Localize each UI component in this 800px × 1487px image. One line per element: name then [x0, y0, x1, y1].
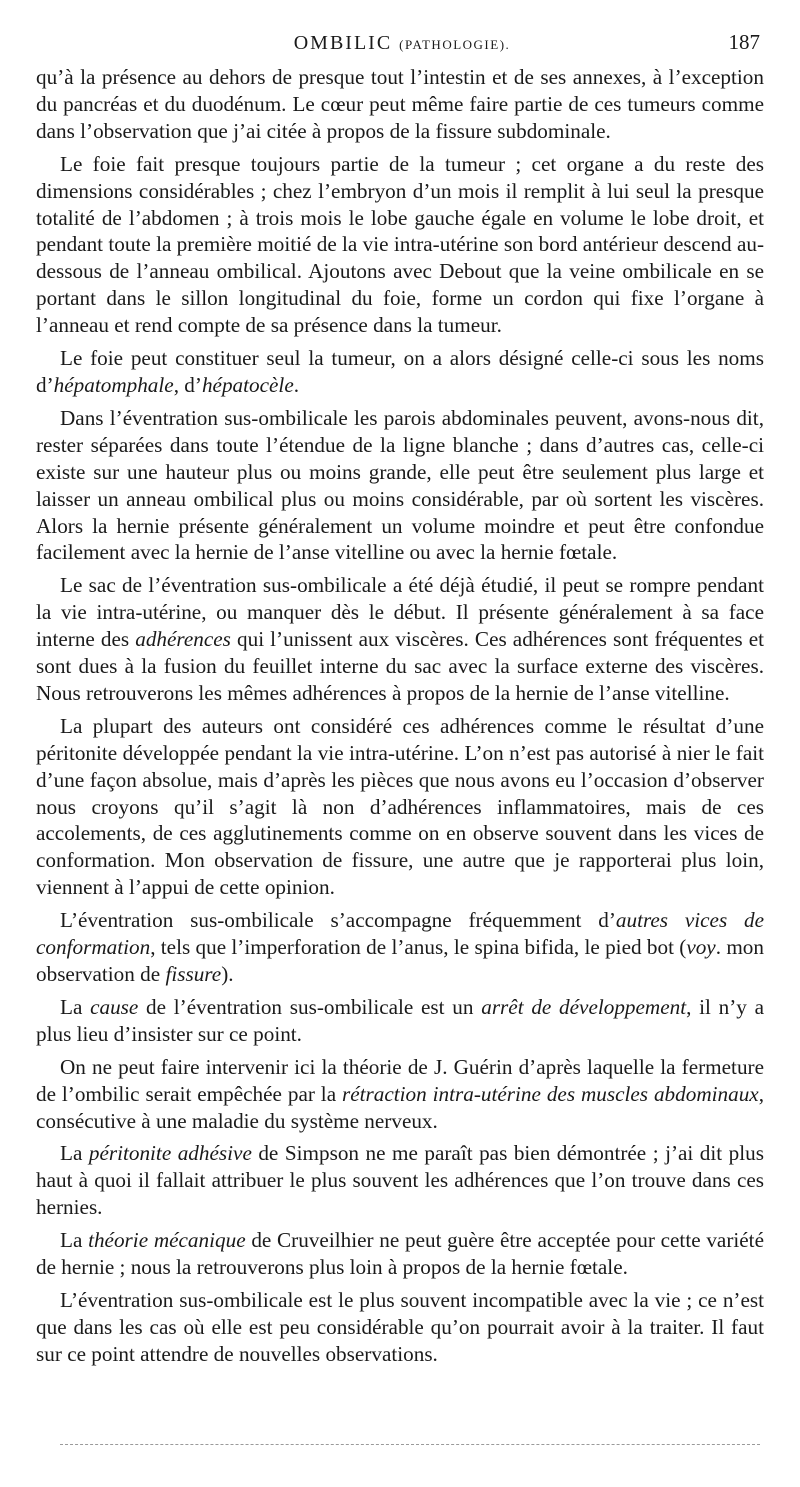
- footer-rule: [60, 1444, 760, 1445]
- italic-term: hépatomphale: [53, 372, 174, 397]
- text-run: , d’: [173, 372, 202, 397]
- paragraph-1: qu’à la présence au dehors de presque tout l’intestin et de ses annexes, à l’exception du pancréas et du duodénum. Le cœur peut même faire partie de ces tumeurs comme dans l’observation que j’ai citée à propos de la fissure subdominale.: [36, 65, 764, 143]
- italic-term: autres vices de conformation: [36, 908, 764, 960]
- italic-term: rétraction intra-utérine des muscles abdominaux: [342, 1081, 759, 1106]
- page-number: 187: [728, 30, 760, 54]
- paragraph-9: [36, 1054, 764, 1135]
- running-title-main: OMBILIC: [293, 32, 393, 54]
- text-run: La: [60, 1141, 89, 1166]
- italic-term: hépatocèle: [201, 372, 294, 397]
- paragraph-3: [36, 345, 764, 399]
- italic-term: voy: [686, 935, 716, 960]
- italic-term: péritonite adhésive: [88, 1141, 252, 1166]
- italic-term: fissure: [165, 962, 222, 986]
- running-title-subtitle: (PATHOLOGIE).: [399, 37, 511, 52]
- text-run: . mon observation de: [36, 935, 764, 986]
- text-run: La: [60, 994, 91, 1019]
- text-run: L’éventration sus-ombilicale s’accompagne fréquemment d’: [60, 908, 616, 933]
- italic-term: théorie mécanique: [88, 1228, 246, 1253]
- body-text: [36, 64, 764, 1374]
- text-run: Le sac de l’éventration sus-ombilicale a été déjà étudié, il peut se rompre pendant la vie intra-utérine, ou manquer dès le début. Il présente généralement à sa face interne des: [36, 573, 764, 652]
- paragraph-7: [36, 907, 764, 988]
- paragraph-8: [36, 994, 764, 1048]
- text-run: qui l’unissent aux viscères. Ces adhérences sont fréquentes et sont dues à la fusion du feuillet interne du sac avec la surface externe des viscères. Nous retrouverons les mêmes adhérences à propos de la hernie de l’anse vitelline.: [36, 627, 764, 705]
- italic-term: arrêt de développement: [481, 994, 687, 1019]
- paragraph-4: Dans l’éventration sus-ombilicale les parois abdominales peuvent, avons-nous dit, rester séparées dans toute l’étendue de la ligne blanche ; dans d’autres cas, celle-ci existe sur une hauteur plus ou moins grande, elle peut être seulement plus large et laisser un anneau ombilical plus ou moins considérable, par où sortent les viscères. Alors la hernie présente généralement un volume moindre et peut être confondue facilement avec la hernie de l’anse vitelline ou avec la hernie fœtale.: [36, 405, 764, 565]
- paragraph-6: La plupart des auteurs ont considéré ces adhérences comme le résultat d’une péritonite développée pendant la vie intra-utérine. L’on n’est pas autorisé à nier le fait d’une façon absolue, mais d’après les pièces que nous avons eu l’occasion d’observer nous croyons qu’il s’agit là non d’adhérences inflammatoires, mais de ces accolements, de ces agglutinements comme on en observe souvent dans les vices de conformation. Mon observation de fissure, une autre que je rapporterai plus loin, viennent à l’appui de cette opinion.: [36, 713, 764, 900]
- italic-term: adhérences: [135, 627, 231, 652]
- page-header: [36, 30, 768, 58]
- paragraph-11: [36, 1227, 764, 1281]
- text-run: La: [60, 1228, 89, 1253]
- text-run: , tels que l’imperforation de l’anus, le spina bifida, le pied bot (: [150, 935, 687, 960]
- paragraph-12: L’éventration sus-ombilicale est le plus souvent incompatible avec la vie ; ce n’est que dans les cas où elle est peu considérable qu’on pourrait avoir à la traiter. Il faut sur ce point attendre de nouvelles observations.: [36, 1287, 764, 1366]
- text-run: On ne peut faire intervenir ici la théorie de J. Guérin d’après laquelle la fermeture de l’ombilic serait empêchée par la: [36, 1054, 764, 1106]
- paragraph-5: [36, 572, 764, 707]
- paragraph-10: [36, 1140, 764, 1221]
- text-run: , consécutive à une maladie du système nerveux.: [36, 1081, 764, 1133]
- text-run: Le foie peut constituer seul la tumeur, on a alors désigné celle-ci sous les noms d’: [36, 346, 764, 397]
- text-run: de Cruveilhier ne peut guère être acceptée pour cette variété de hernie ; nous la retrouverons plus loin à propos de la hernie fœtale.: [36, 1228, 764, 1280]
- running-title: [36, 32, 768, 55]
- text-run: ).: [221, 962, 234, 986]
- text-run: de Simpson ne me paraît pas bien démontrée ; j’ai dit plus haut à quoi il fallait attribuer le plus souvent les adhérences que l’on trouve dans ces hernies.: [36, 1141, 764, 1220]
- italic-term: cause: [90, 994, 139, 1019]
- text-run: de l’éventration sus-ombilicale est un: [138, 994, 482, 1019]
- text-run: .: [293, 372, 300, 397]
- text-run: , il n’y a plus lieu d’insister sur ce point.: [36, 994, 764, 1046]
- paragraph-2: Le foie fait presque toujours partie de la tumeur ; cet organe a du reste des dimensions considérables ; chez l’embryon d’un mois il remplit à lui seul la presque totalité de l’abdomen ; à trois mois le lobe gauche égale en volume le lobe droit, et pendant toute la première moitié de la vie intra-utérine son bord antérieur descend au-dessous de l’anneau ombilical. Ajoutons avec Debout que la veine ombilicale en se portant dans le sillon longitudinal du foie, forme un cordon qui fixe l’organe à l’anneau et rend compte de sa présence dans la tumeur.: [36, 151, 764, 338]
